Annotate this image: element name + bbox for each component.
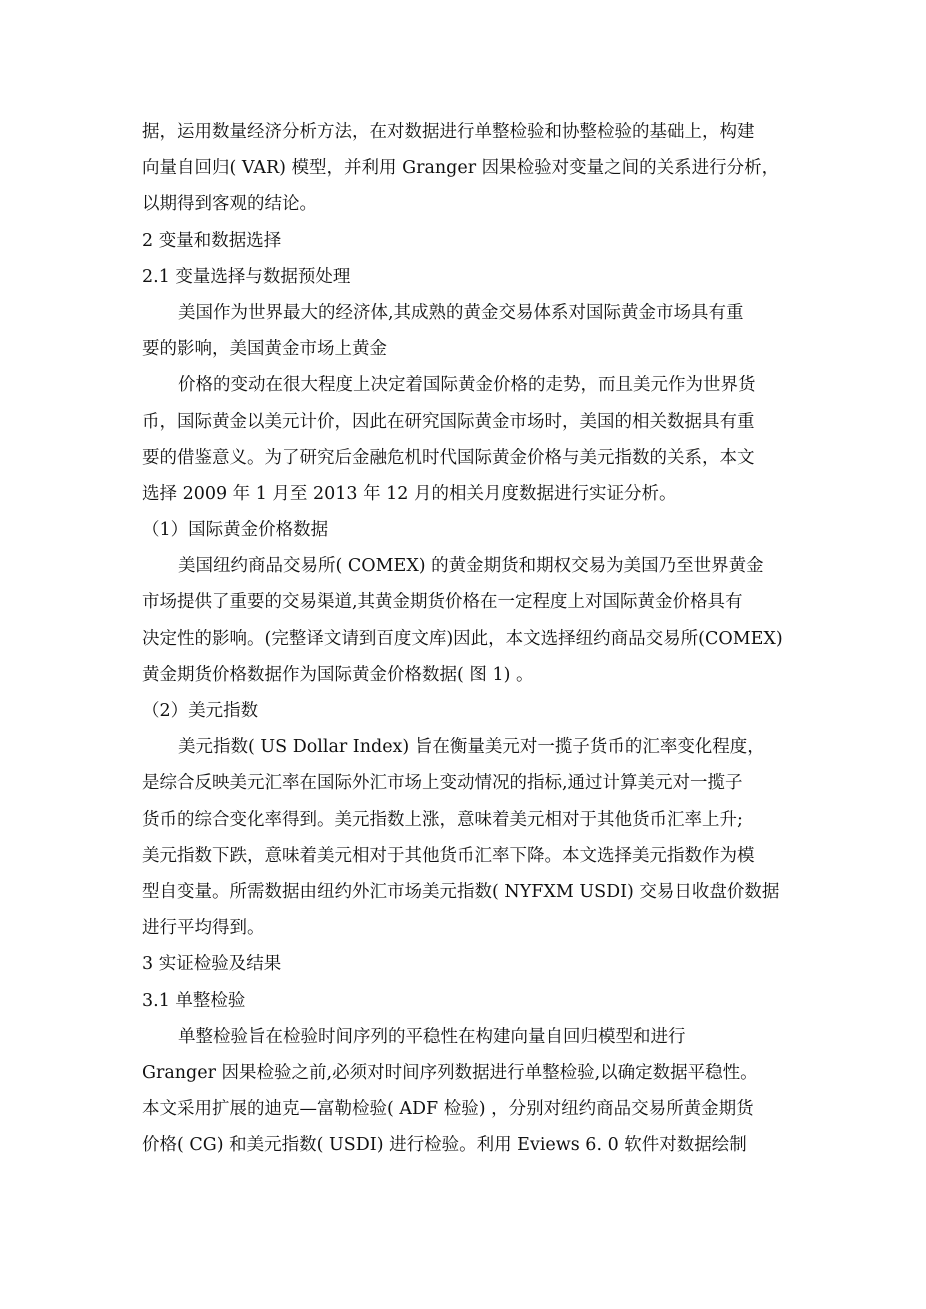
paragraph-line: 美元指数( US Dollar Index) 旨在衡量美元对一揽子货币的汇率变化程度， [178, 737, 765, 758]
paragraph-line: 价格( CG) 和美元指数( USDI) 进行检验。利用 Eviews 6. 0 软件对数据绘制 [142, 1135, 747, 1156]
paragraph-line: 决定性的影响。(完整译文请到百度文库)因此，本文选择纽约商品交易所(COMEX) [142, 628, 783, 649]
item-heading: （1）国际黄金价格数据 [142, 520, 329, 541]
paragraph-line: Granger 因果检验之前,必须对时间序列数据进行单整检验,以确定数据平稳性。 [142, 1062, 758, 1083]
body-text [142, 114, 792, 1163]
paragraph-line: 市场提供了重要的交易渠道,其黄金期货价格在一定程度上对国际黄金价格具有 [142, 592, 743, 613]
item-heading: （2）美元指数 [142, 701, 259, 721]
paragraph-line: 进行平均得到。 [142, 918, 265, 939]
paragraph-line: 货币的综合变化率得到。美元指数上涨，意味着美元相对于其他货币汇率上升; [142, 809, 743, 830]
paragraph-line: 美元指数下跌，意味着美元相对于其他货币汇率下降。本文选择美元指数作为模 [142, 845, 755, 866]
paragraph-line: 币，国际黄金以美元计价，因此在研究国际黄金市场时，美国的相关数据具有重 [142, 411, 755, 432]
paragraph-line: 本文采用扩展的迪克—富勒检验( ADF 检验) ，分别对纽约商品交易所黄金期货 [142, 1099, 754, 1120]
paragraph-line: 要的影响，美国黄金市场上黄金 [142, 339, 387, 360]
paragraph-line: 单整检验旨在检验时间序列的平稳性在构建向量自回归模型和进行 [178, 1026, 686, 1047]
section-heading: 2 变量和数据选择 [142, 230, 282, 251]
paragraph-line: 以期得到客观的结论。 [142, 194, 317, 215]
paragraph-line: 向量自回归( VAR) 模型，并利用 Granger 因果检验对变量之间的关系进行分析， [142, 158, 780, 179]
paragraph-line: 美国作为世界最大的经济体,其成熟的黄金交易体系对国际黄金市场具有重 [178, 302, 744, 323]
paragraph-line: 是综合反映美元汇率在国际外汇市场上变动情况的指标,通过计算美元对一揽子 [142, 773, 743, 794]
paragraph-line: 价格的变动在很大程度上决定着国际黄金价格的走势，而且美元作为世界货 [178, 375, 756, 396]
paragraph-line: 型自变量。所需数据由纽约外汇市场美元指数( NYFXM USDI) 交易日收盘价数据 [142, 881, 780, 902]
paragraph-line: 美国纽约商品交易所( COMEX) 的黄金期货和期权交易为美国乃至世界黄金 [178, 556, 764, 577]
paragraph-line: 黄金期货价格数据作为国际黄金价格数据( 图 1) 。 [142, 664, 534, 685]
section-heading: 3 实证检验及结果 [142, 954, 282, 975]
paragraph-line: 选择 2009 年 1 月至 2013 年 12 月的相关月度数据进行实证分析。 [142, 483, 677, 504]
paragraph-line: 据，运用数量经济分析方法，在对数据进行单整检验和协整检验的基础上，构建 [142, 122, 755, 142]
subsection-heading: 2.1 变量选择与数据预处理 [142, 266, 351, 287]
subsection-heading: 3.1 单整检验 [142, 990, 246, 1011]
paragraph-line: 要的借鉴意义。为了研究后金融危机时代国际黄金价格与美元指数的关系，本文 [142, 447, 755, 468]
